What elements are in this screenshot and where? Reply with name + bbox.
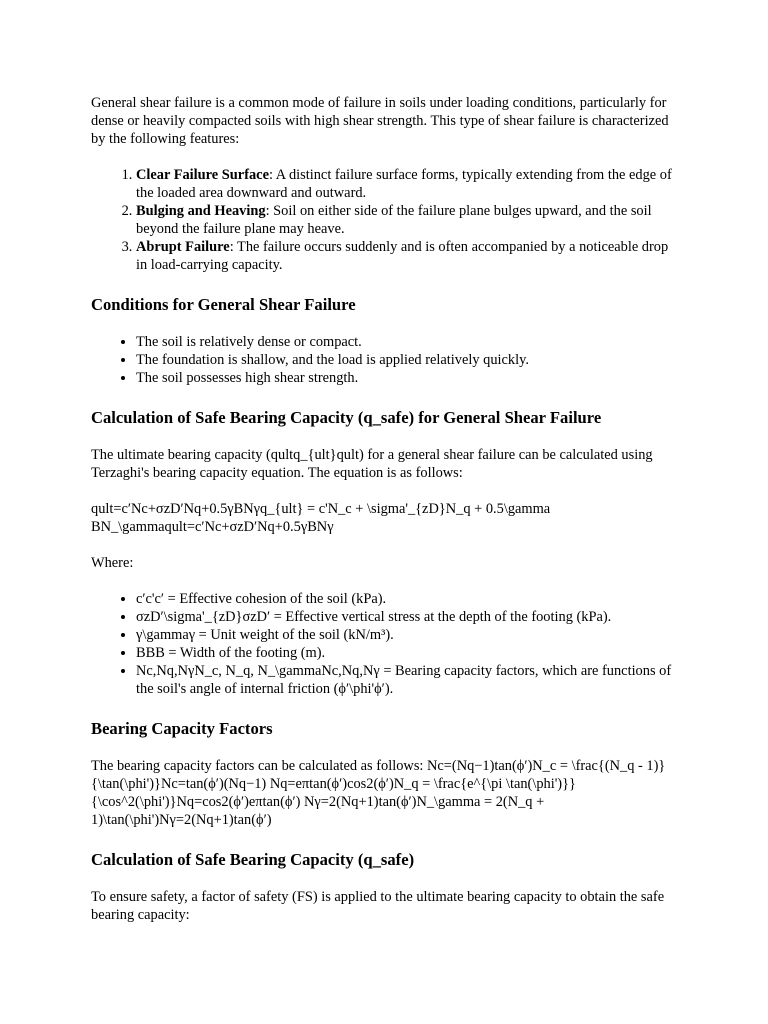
condition-item: • The soil possesses high shear strength.: [136, 369, 681, 387]
where-item: • σzD′\sigma'_{zD}σzD′ = Effective vertical stress at the depth of the footing (kPa).: [136, 608, 681, 626]
where-list: [91, 590, 681, 698]
calculation-paragraph: The ultimate bearing capacity (qultq_{ult}qult) for a general shear failure can be calculated using Terzaghi's bearing capacity equation. The equation is as follows:: [91, 447, 653, 481]
feature-item: [136, 202, 681, 238]
where-label: Where:: [91, 555, 134, 571]
feature-item: [136, 238, 681, 274]
condition-item: • The foundation is shallow, and the load is applied relatively quickly.: [136, 351, 681, 369]
features-list: [91, 166, 681, 274]
bearing-capacity-equation: qult=c′Nc+σzD′Nq+0.5γBNγq_{ult} = c'N_c + \sigma'_{zD}N_q + 0.5\gamma BN_\gammaqult=c′Nc+σzD′Nq+0.5γBNγ: [91, 501, 551, 535]
calculation-heading: Calculation of Safe Bearing Capacity (q_safe) for General Shear Failure: [91, 408, 602, 427]
document-body: [91, 94, 681, 924]
intro-paragraph: General shear failure is a common mode of failure in soils under loading conditions, particularly for dense or heavily compacted soils with high shear strength. This type of shear failure is characterized by the following features:: [91, 95, 669, 147]
feature-term: Bulging and Heaving: [136, 203, 266, 219]
feature-item: [136, 166, 681, 202]
factors-paragraph: The bearing capacity factors can be calculated as follows: Nc=(Nq−1)tan(ϕ′)N_c = \frac{(N_q - 1)}{\tan(\phi')}Nc=tan(ϕ′)(Nq−1) Nq=eπtan(ϕ′)cos2(ϕ′)N_q = \frac{e^{\pi \tan(\phi')}}{\cos^2(\phi')}Nq=cos2(ϕ′)eπtan(ϕ′) Nγ=2(Nq+1)tan(ϕ′)N_\gamma = 2(N_q + 1)\tan(\phi')Nγ=2(Nq+1)tan(ϕ′): [91, 758, 666, 828]
where-item: • BBB = Width of the footing (m).: [136, 644, 681, 662]
feature-term: Clear Failure Surface: [136, 167, 269, 183]
feature-text: : Soil on either side of the failure plane bulges upward, and the soil beyond the failure plane may heave.: [136, 203, 652, 237]
feature-text: : The failure occurs suddenly and is often accompanied by a noticeable drop in load-carrying capacity.: [136, 239, 669, 273]
conditions-list: [91, 333, 681, 387]
safe-capacity-paragraph: To ensure safety, a factor of safety (FS) is applied to the ultimate bearing capacity to obtain the safe bearing capacity:: [91, 889, 665, 923]
safe-capacity-heading: Calculation of Safe Bearing Capacity (q_safe): [91, 850, 415, 869]
factors-heading: Bearing Capacity Factors: [91, 719, 273, 738]
where-item: • c′c'c′ = Effective cohesion of the soil (kPa).: [136, 590, 681, 608]
where-item: • Nc,Nq,NγN_c, N_q, N_\gammaNc,Nq,Nγ = Bearing capacity factors, which are functions of the soil's angle of internal friction (ϕ′\phi'ϕ′).: [136, 662, 681, 698]
where-item: • γ\gammaγ = Unit weight of the soil (kN/m³).: [136, 626, 681, 644]
feature-text: : A distinct failure surface forms, typically extending from the edge of the loaded area downward and outward.: [136, 167, 672, 201]
conditions-heading: Conditions for General Shear Failure: [91, 295, 356, 314]
condition-item: • The soil is relatively dense or compact.: [136, 333, 681, 351]
feature-term: Abrupt Failure: [136, 239, 230, 255]
